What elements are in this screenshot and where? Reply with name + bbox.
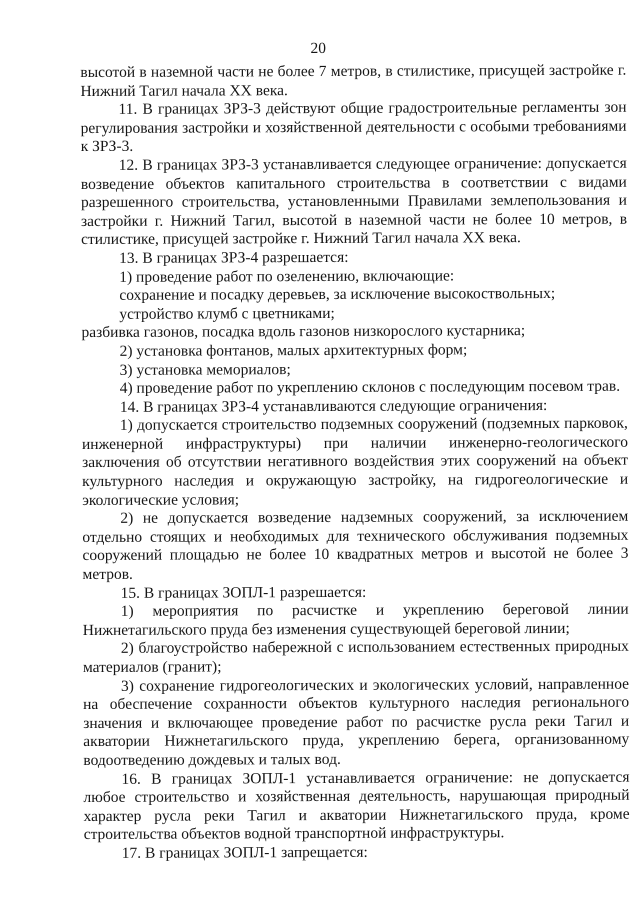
list-subitem-flowerbeds: устройство клумб с цветниками; [119,304,335,323]
paragraph-12: 12. В границах ЗРЗ-3 устанавливается следующее ограничение: допускается возведение объектов капитального строительства в соответствии с видами разрешенного строительства, установленными Правилами землепользования и застройки г. Нижний Тагил, высотой в наземной части не более 10 метров, в стилистике, присущей застройке г. Нижний Тагил начала XX века. [80,154,628,249]
list-item-15-3: 3) сохранение гидрогеологических и экологических условий, направленное на обеспечение сохранности объектов культурного наследия регионального значения и включающее проведение работ по расчистке русла реки Тагил и акватории Нижнетагильского пруда, укреплению берега, организованному водоотведению дождевых и талых вод. [83,675,630,770]
paragraph-continuation: высотой в наземной части не более 7 метров, в стилистике, присущей застройке г. Нижний Тагил начала XX века. [80,61,627,100]
paragraph-11: 11. В границах ЗРЗ-3 действуют общие градостроительные регламенты зон регулирования застройки и хозяйственной деятельности с особыми требованиями к ЗРЗ-3. [80,98,627,156]
paragraph-14: 14. В границах ЗРЗ-4 устанавливаются следующие ограничения: [119,396,548,416]
list-subitem-trees: сохранение и посадку деревьев, за исключение высокоствольных; [119,285,556,304]
page-number: 20 [310,39,327,58]
list-item-13-4: 4) проведение работ по укреплению склонов с последующим посевом трав. [119,377,621,397]
document-body [80,62,629,864]
list-item-14-1: 1) допускается строительство подземных сооружений (подземных парковок, инженерной инфраструктуры) при наличии инженерно-геологического заключения об отсутствии негативного воздействия этих сооружений на объект культурного наследия и окружающую застройку, на гидрогеологические и экологические условия; [81,414,629,509]
paragraph-16: 16. В границах ЗОПЛ-1 устанавливается ограничение: не допускается любое строительство и хозяйственная деятельность, нарушающая природный характер русла реки Тагил и акватории Нижнетагильского пруда, кроме строительства объектов водной транспортной инфраструктуры. [83,768,630,844]
list-item-14-2: 2) не допускается возведение надземных сооружений, за исключением отдельно стоящих и необходимых для технического обслуживания подземных сооружений площадью не более 10 квадратных метров и высотой не более 3 метров. [82,507,629,584]
list-item-13-2: 2) установка фонтанов, малых архитектурных форм; [119,341,468,360]
paragraph-15: 15. В границах ЗОПЛ-1 разрешается: [120,583,367,602]
paragraph-13: 13. В границах ЗРЗ-4 разрешается: [119,248,349,267]
list-item-15-2: 2) благоустройство набережной с использованием естественных природных материалов (гранит); [82,638,629,677]
paragraph-17: 17. В границах ЗОПЛ-1 запрещается: [121,843,368,862]
list-subitem-lawns: разбивка газонов, посадка вдоль газонов низкорослого кустарника; [81,322,526,342]
list-item-13-3: 3) установка мемориалов; [119,360,291,379]
list-item-15-1: 1) мероприятия по расчистке и укреплению береговой линии Нижнетагильского пруда без изменения существующей береговой линии; [82,600,629,639]
list-item-13-1: 1) проведение работ по озеленению, включающие: [119,266,455,286]
